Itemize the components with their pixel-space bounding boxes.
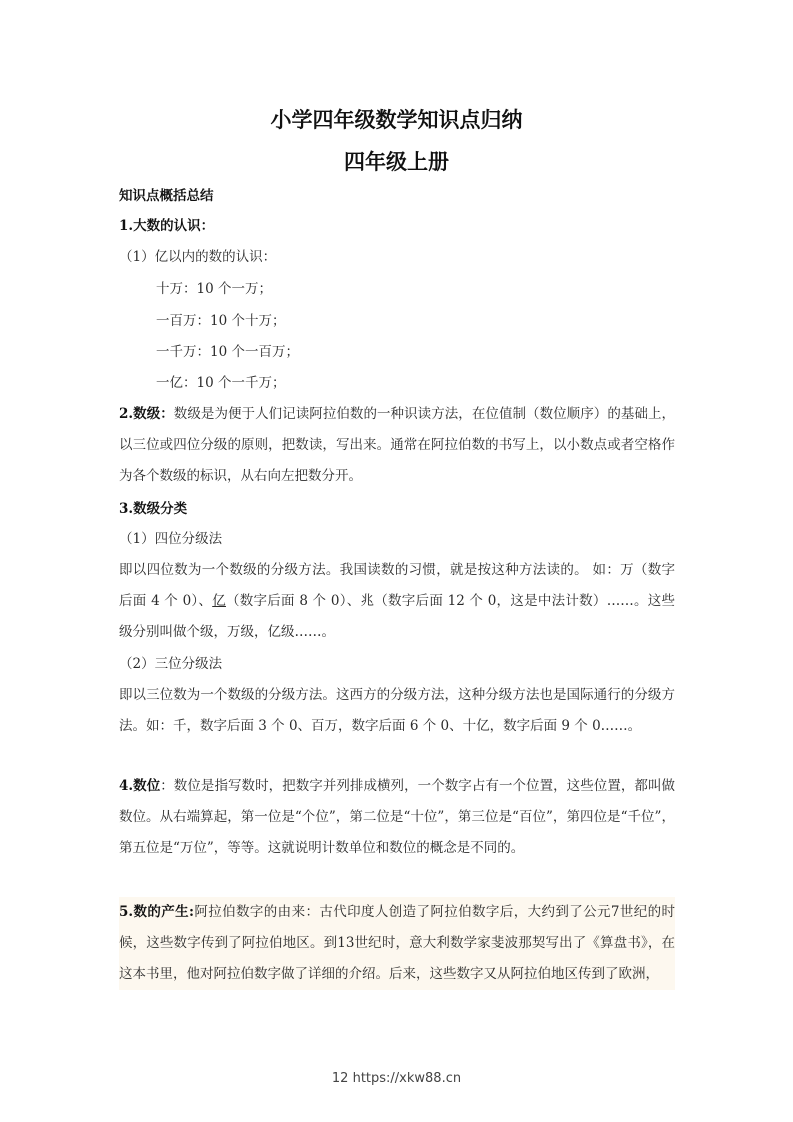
s5-paragraph [119,897,675,990]
s5-label: 5.数的产生: [119,904,194,920]
page-footer: 12 https://xkw88.cn [331,1071,462,1086]
s1-item: 一百万：10 个十万； [156,313,286,329]
s3-paragraph-1 [119,555,675,648]
s3-paragraph-2: 即以三位数为一个数级的分级方法。这西方的分级方法，这种分级方法也是国际通行的分级方法。如：千，数字后面 3 个 0、百万，数字后面 6 个 0、十亿，数字后面 9 个 0……。 [119,687,675,734]
s3-p1-text-b: （数字后面 8 个 0）、兆（数字后面 12 个 0，这是中法计数）……。这些级分别叫做个级，万级，亿级……。 [119,593,675,640]
s3-p1-text-a: 即以四位数为一个数级的分级方法。我国读数的习惯，就是按这种方法读的。 如：万（数字后面 4 个 0）、 [119,562,675,609]
s4-text: ：数位是指写数时，把数字并列排成横列，一个数字占有一个位置，这些位置，都叫做数位。从右端算起，第一位是“个位”，第二位是“十位”，第三位是“百位”，第四位是“千位”，第五位是“万位”，等等。这就说明计数单位和数位的概念是不同的。 [119,778,676,856]
s1-item: 一千万：10 个一百万； [156,344,299,360]
page-subtitle: 四年级上册 [344,149,449,174]
s3-heading: 3.数级分类 [119,501,188,517]
s5-text: 阿拉伯数字的由来：古代印度人创造了阿拉伯数字后，大约到了公元7世纪的时候，这些数字传到了阿拉伯地区。到13世纪时，意大利数学家斐波那契写出了《算盘书》，在这本书里，他对阿拉伯数字做了详细的介绍。后来，这些数字又从阿拉伯地区传到了欧洲， [119,904,676,982]
s2-paragraph [119,399,675,492]
s4-paragraph [119,771,675,864]
s1-item: 一亿：10 个一千万； [156,375,286,391]
s4-label: 4.数位 [119,778,161,794]
s1-subheading: （1）亿以内的数的认识： [119,249,277,265]
s1-item: 十万：10 个一万； [156,281,272,297]
s3-subheading-1: （1）四位分级法 [119,531,223,547]
s3-p1-underlined: 亿 [212,593,226,609]
s1-heading: 1.大数的认识： [119,218,215,234]
page-title: 小学四年级数学知识点归纳 [270,107,523,132]
s2-label: 2.数级： [119,406,174,422]
section-heading: 知识点概括总结 [119,188,214,204]
s2-text: 数级是为便于人们记读阿拉伯数的一种识读方法，在位值制（数位顺序）的基础上，以三位或四位分级的原则，把数读，写出来。通常在阿拉伯数的书写上，以小数点或者空格作为各个数级的标识，从右向左把数分开。 [119,406,676,484]
s3-subheading-2: （2）三位分级法 [119,656,223,672]
